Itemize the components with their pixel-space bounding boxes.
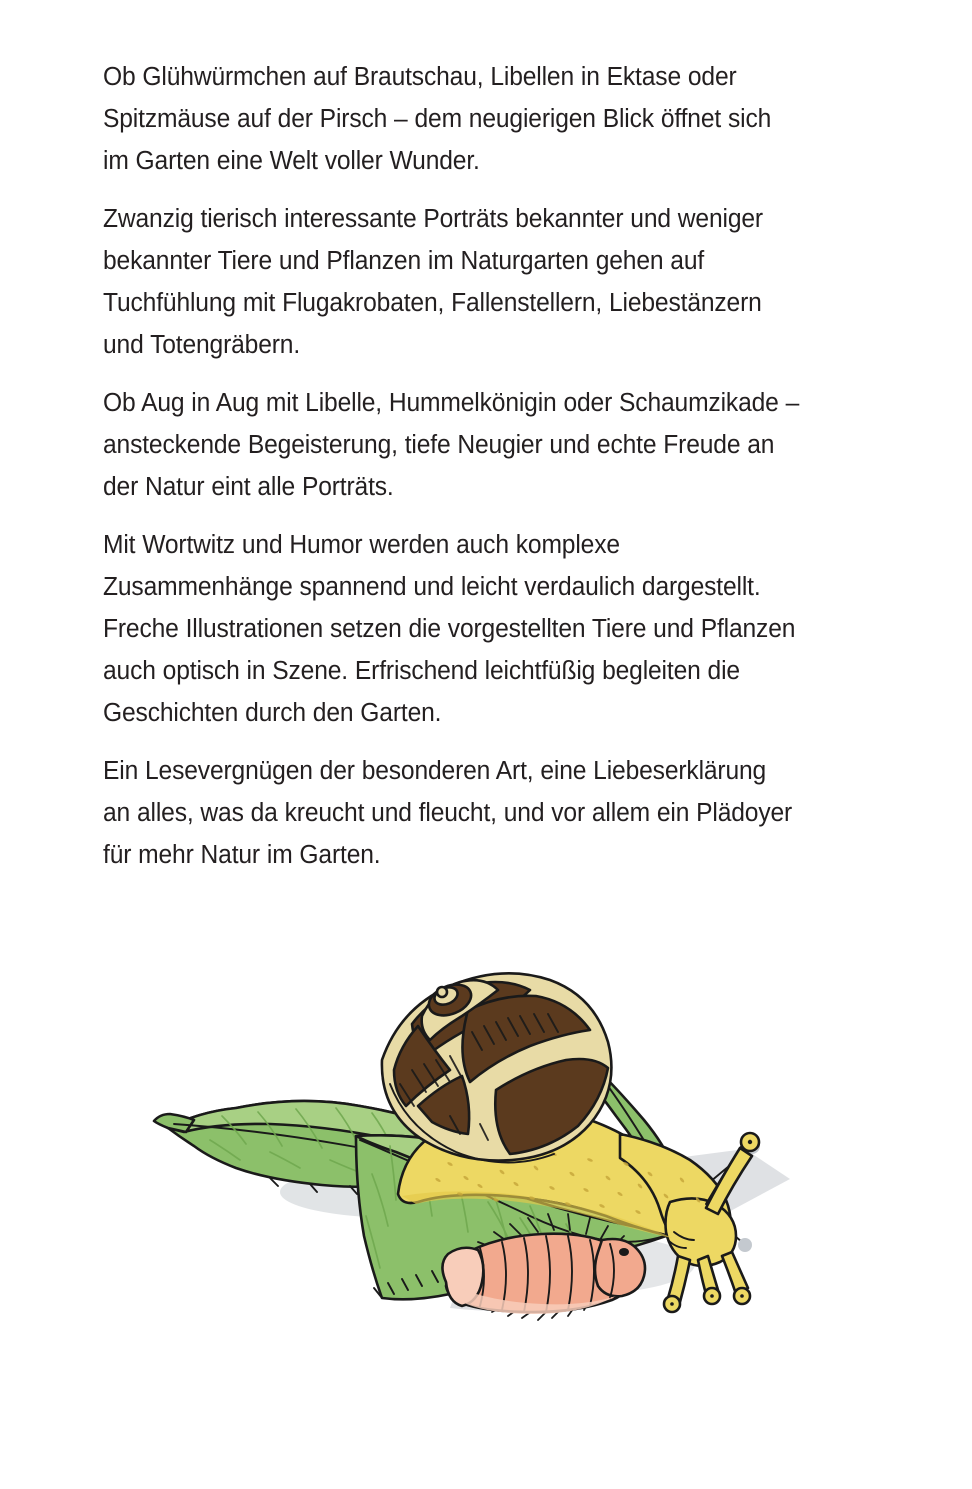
blurb-paragraph-1: Ob Glühwürmchen auf Brautschau, Libellen in Ektase oder Spitzmäuse auf der Pirsch – dem neugierigen Blick öffnet sich im Garten eine Welt voller Wunder. — [103, 63, 772, 175]
blurb-paragraph-4: Mit Wortwitz und Humor werden auch komplexe Zusammenhänge spannend und leicht verdaulich dargestellt. Freche Illustrationen setzen die vorgestellten Tiere und Pflanzen auch optisch in Szene. Erfrischend leichtfüßig begleiten die Geschichten durch den Garten. — [103, 531, 796, 727]
book-blurb-text — [103, 56, 825, 876]
snail-shell — [382, 973, 612, 1162]
snail-illustration — [150, 964, 850, 1334]
blurb-paragraph-3: Ob Aug in Aug mit Libelle, Hummelkönigin oder Schaumzikade – ansteckende Begeisterung, tiefe Neugier und echte Freude an der Natur eint alle Porträts. — [103, 389, 800, 501]
snail-tentacle-lower-right — [722, 1252, 750, 1304]
blurb-paragraph-5: Ein Lesevergnügen der besonderen Art, eine Liebeserklärung an alles, was da kreucht und fleucht, und vor allem ein Plädoyer für mehr Natur im Garten. — [103, 757, 793, 869]
blurb-paragraph-2: Zwanzig tierisch interessante Porträts bekannter und weniger bekannter Tiere und Pflanzen im Naturgarten gehen auf Tuchfühlung mit Flugakrobaten, Fallenstellern, Liebestänzern und Totengräbern. — [103, 205, 763, 359]
